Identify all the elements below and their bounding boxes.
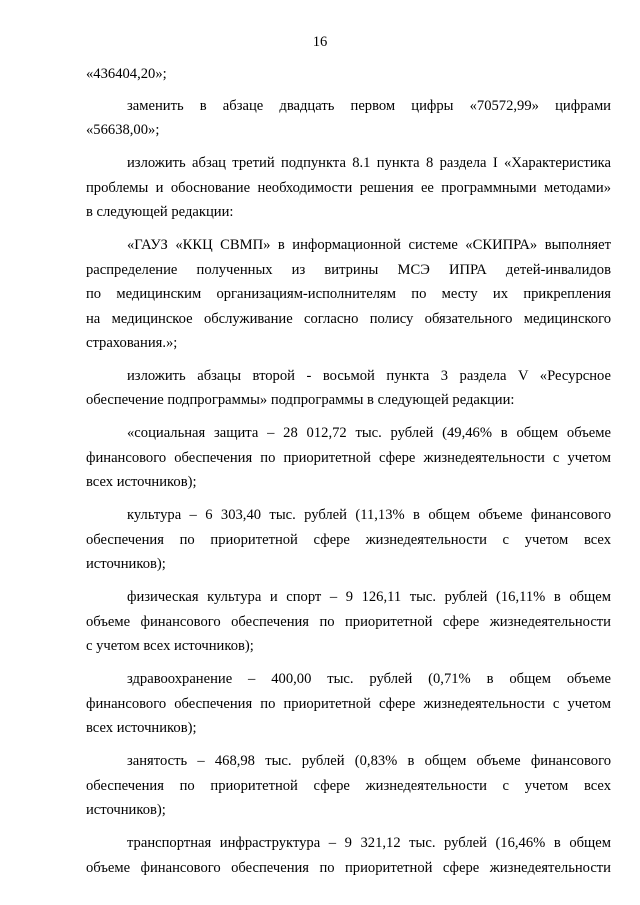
text-line: заменить в абзаце двадцать первом цифры «70572,99» цифрами — [127, 98, 611, 114]
text-line: финансового обеспечения по приоритетной сфере жизнедеятельности с учетом — [86, 696, 611, 712]
text-line: изложить абзац третий подпункта 8.1 пункта 8 раздела I «Характеристика — [127, 155, 611, 171]
text-line: обеспечение подпрограммы» подпрограммы в следующей редакции: — [86, 392, 515, 408]
text-line: здравоохранение – 400,00 тыс. рублей (0,71% в общем объеме — [127, 671, 611, 687]
text-line: всех источников); — [86, 474, 197, 490]
text-line: «56638,00»; — [86, 122, 160, 138]
text-line: в следующей редакции: — [86, 204, 234, 220]
text-line: обеспечения по приоритетной сфере жизнедеятельности с учетом всех — [86, 778, 611, 794]
text-line: финансового обеспечения по приоритетной сфере жизнедеятельности с учетом — [86, 450, 611, 466]
text-line: всех источников); — [86, 720, 197, 736]
text-line: источников); — [86, 802, 166, 818]
text-line: на медицинское обслуживание согласно полису обязательного медицинского — [86, 311, 611, 327]
text-line: физическая культура и спорт – 9 126,11 тыс. рублей (16,11% в общем — [127, 589, 611, 605]
text-line: распределение полученных из витрины МСЭ ИПРА детей-инвалидов — [86, 262, 611, 278]
text-line: «социальная защита – 28 012,72 тыс. рублей (49,46% в общем объеме — [127, 425, 611, 441]
text-line: «436404,20»; — [86, 66, 167, 82]
text-line: объеме финансового обеспечения по приоритетной сфере жизнедеятельности — [86, 614, 611, 630]
text-line: культура – 6 303,40 тыс. рублей (11,13% в общем объеме финансового — [127, 507, 611, 523]
text-line: проблемы и обоснование необходимости решения ее программными методами» — [86, 180, 611, 196]
text-line: изложить абзацы второй - восьмой пункта 3 раздела V «Ресурсное — [127, 368, 611, 384]
text-line: с учетом всех источников); — [86, 638, 254, 654]
page-number: 16 — [312, 34, 328, 50]
text-line: по медицинским организациям-исполнителям по месту их прикрепления — [86, 286, 611, 302]
text-line: занятость – 468,98 тыс. рублей (0,83% в общем объеме финансового — [127, 753, 611, 769]
text-line: объеме финансового обеспечения по приоритетной сфере жизнедеятельности — [86, 860, 611, 876]
text-line: источников); — [86, 556, 166, 572]
text-line: «ГАУЗ «ККЦ СВМП» в информационной системе «СКИПРА» выполняет — [127, 237, 611, 253]
text-line: транспортная инфраструктура – 9 321,12 тыс. рублей (16,46% в общем — [127, 835, 611, 851]
text-line: страхования.»; — [86, 335, 178, 351]
text-line: обеспечения по приоритетной сфере жизнедеятельности с учетом всех — [86, 532, 611, 548]
